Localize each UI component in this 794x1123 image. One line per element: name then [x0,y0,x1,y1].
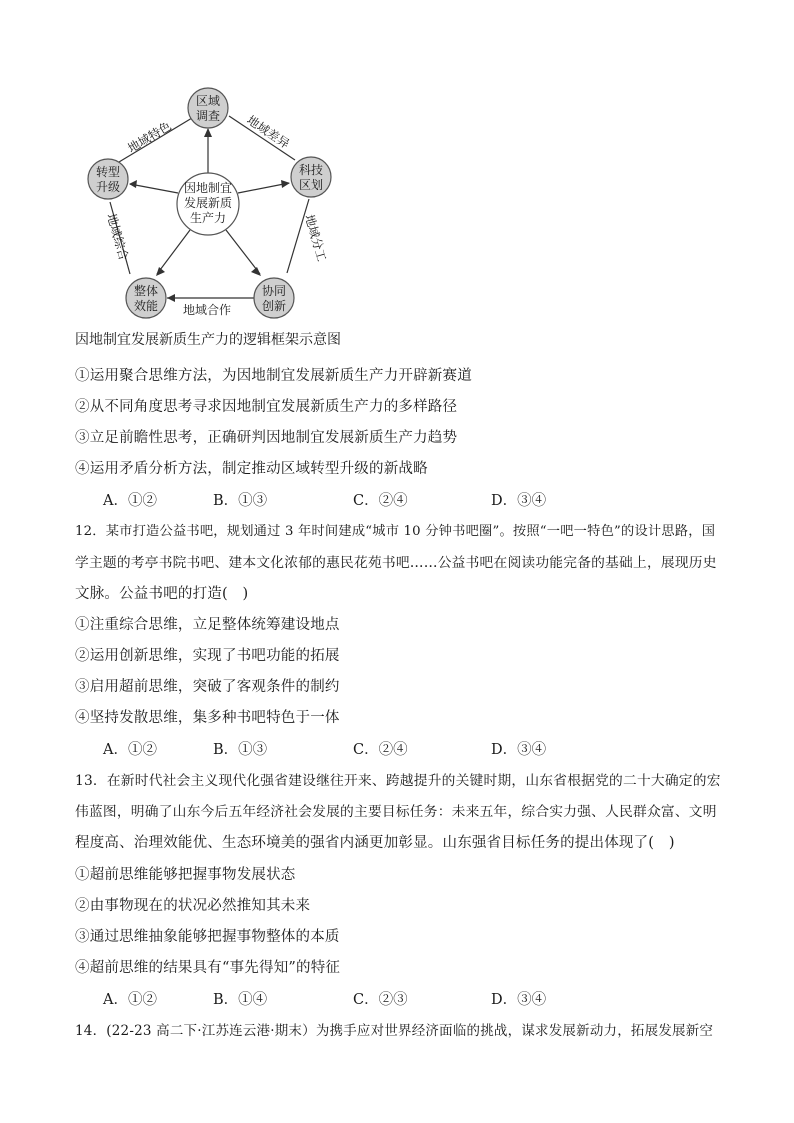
svg-text:发展新质: 发展新质 [183,196,233,210]
q13-option-b[interactable]: B．①④ [213,992,268,1008]
q12-stem-line-3: 文脉。公益书吧的打造( ) [75,586,249,602]
logic-framework-diagram [75,80,345,328]
svg-text:因地制宜: 因地制宜 [183,181,233,195]
q13-statement-3: ③通过思维抽象能够把握事物整体的本质 [75,929,340,945]
arrowhead [281,180,290,188]
q13-option-c[interactable]: C．②③ [353,992,408,1008]
spoke-bottomright [226,230,260,274]
svg-text:区域: 区域 [195,94,221,108]
edge-label-left-top: 地域特色 [125,118,174,156]
svg-text:调查: 调查 [195,109,221,123]
edge-label-left-bottom: 地域综合 [104,211,131,262]
edge-right-bottomright [287,199,309,273]
q13-stem-line-1: 13．在新时代社会主义现代化强省建设继往开来、跨越提升的关键时期，山东省根据党的二十大确定的宏 [75,773,721,789]
arrowhead [129,180,137,188]
q13-option-a[interactable]: A．①② [103,992,157,1008]
arrowhead [156,267,165,276]
diagram-caption: 因地制宜发展新质生产力的逻辑框架示意图 [75,332,341,348]
q12-option-d[interactable]: D．③④ [491,742,547,758]
q11-statement-2: ②从不同角度思考寻求因地制宜发展新质生产力的多样路径 [75,399,458,415]
spoke-left [130,184,178,193]
node-bottom-left [126,278,166,318]
q11-option-c[interactable]: C．②④ [353,493,408,509]
q13-statement-1: ①超前思维能够把握事物发展状态 [75,867,296,883]
arrowhead [204,128,212,137]
q11-option-d[interactable]: D．③④ [491,493,547,509]
svg-text:协同: 协同 [261,284,287,298]
q13-stem-line-2: 伟蓝图，明确了山东今后五年经济社会发展的主要目标任务：未来五年，综合实力强、人民群众富、文明 [75,804,717,820]
q12-option-a[interactable]: A．①② [103,742,157,758]
q11-option-b[interactable]: B．①③ [213,493,268,509]
svg-text:创新: 创新 [261,299,287,313]
q12-statement-4: ④坚持发散思维，集多种书吧特色于一体 [75,710,340,726]
arrowhead [167,294,175,302]
q13-option-d[interactable]: D．③④ [491,992,547,1008]
q11-option-a[interactable]: A．①② [103,493,157,509]
q12-statement-3: ③启用超前思维，突破了客观条件的制约 [75,679,340,695]
svg-text:转型: 转型 [95,165,121,179]
svg-text:区划: 区划 [298,178,324,192]
node-left [88,159,128,199]
edge-label-top-right: 地域差异 [244,112,292,152]
q13-statement-4: ④超前思维的结果具有“事先得知”的特征 [75,960,341,976]
svg-text:效能: 效能 [133,299,159,313]
edge-label-right-bottom: 地域分工 [302,212,329,263]
svg-text:整体: 整体 [133,284,159,298]
svg-text:科技: 科技 [298,163,324,177]
q13-stem-line-3: 程度高、治理效能优、生态环境美的强省内涵更加彰显。山东强省目标任务的提出体现了( ) [75,835,675,851]
node-top [188,88,228,128]
node-right [291,157,331,197]
node-bottom-right [254,278,294,318]
q13-statement-2: ②由事物现在的状况必然推知其未来 [75,898,311,914]
q12-stem-line-2: 学主题的考亭书院书吧、建本文化浓郁的惠民花苑书吧……公益书吧在阅读功能完备的基础上，展现历史 [75,555,717,571]
q12-statement-1: ①注重综合思维，立足整体统筹建设地点 [75,617,340,633]
q12-statement-2: ②运用创新思维，实现了书吧功能的拓展 [75,648,340,664]
q12-option-b[interactable]: B．①③ [213,742,268,758]
spoke-bottomleft [157,230,190,274]
q11-statement-1: ①运用聚合思维方法，为因地制宜发展新质生产力开辟新赛道 [75,368,472,384]
svg-text:升级: 升级 [95,180,121,194]
node-center [177,173,239,235]
q11-statement-4: ④运用矛盾分析方法，制定推动区域转型升级的新战略 [75,461,428,477]
q12-option-c[interactable]: C．②④ [353,742,408,758]
svg-text:生产力: 生产力 [189,211,227,225]
edge-label-bottom: 地域合作 [183,303,232,317]
q14-stem-line-1: 14．(22-23 高二下·江苏连云港·期末）为携手应对世界经济面临的挑战，谋求发展新动力，拓展发展新空 [75,1023,714,1039]
q11-statement-3: ③立足前瞻性思考，正确研判因地制宜发展新质生产力趋势 [75,430,458,446]
arrowhead [251,267,261,276]
q12-stem-line-1: 12．某市打造公益书吧，规划通过 3 年时间建成“城市 10 分钟书吧圈”。按照“一吧一特色”的设计思路，国 [75,524,716,539]
spoke-right [238,183,289,193]
